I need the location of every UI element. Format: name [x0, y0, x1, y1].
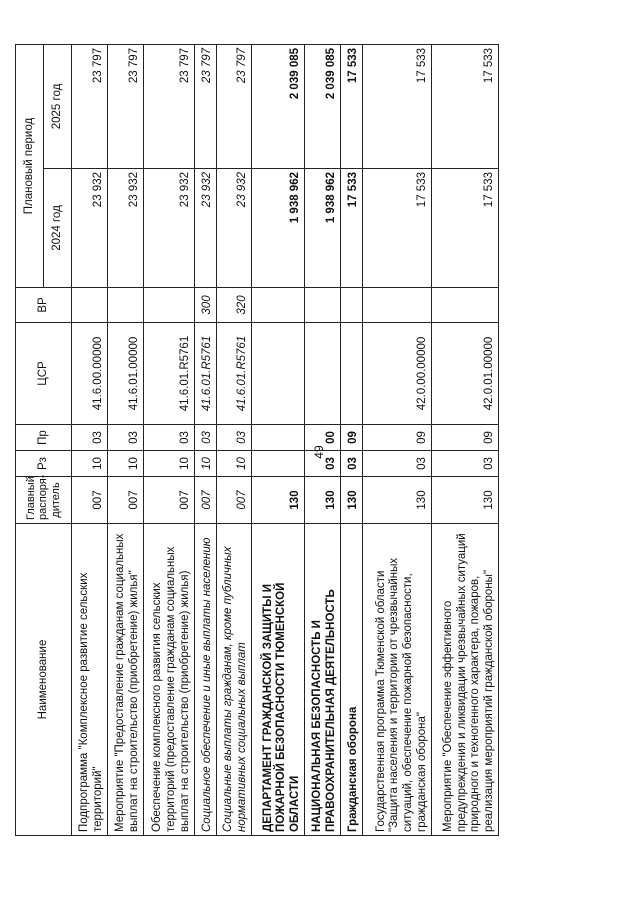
row-2025-cell: 17 533 — [431, 44, 498, 168]
row-manager-cell: 007 — [107, 477, 143, 524]
row-pr-cell — [251, 425, 304, 451]
row-vr-cell — [72, 288, 108, 323]
row-2025-cell: 2 039 085 — [251, 44, 304, 168]
table-row — [216, 44, 251, 835]
row-csr-cell — [251, 323, 304, 425]
row-pr-cell: 03 — [216, 425, 251, 451]
row-manager-cell: 130 — [340, 477, 362, 524]
header-vr: ВР — [16, 288, 72, 323]
table-body — [72, 44, 499, 835]
table-row — [340, 44, 362, 835]
table-row — [107, 44, 143, 835]
table-row — [304, 44, 340, 835]
header-csr: ЦСР — [16, 323, 72, 425]
row-vr-cell — [431, 288, 498, 323]
header-name: Наименование — [16, 524, 72, 836]
row-manager-cell: 007 — [216, 477, 251, 524]
header-manager: Главный распоря-дитель — [16, 477, 72, 524]
row-csr-cell: 41.6.01.R5761 — [216, 323, 251, 425]
row-rz-cell: 10 — [72, 451, 108, 477]
row-name-cell: НАЦИОНАЛЬНАЯ БЕЗОПАСНОСТЬ И ПРАВООХРАНИТЕЛЬНАЯ ДЕЯТЕЛЬНОСТЬ — [304, 524, 340, 836]
row-name-cell: Социальное обеспечение и иные выплаты населению — [194, 524, 216, 836]
row-rz-cell: 10 — [107, 451, 143, 477]
table-row — [143, 44, 194, 835]
row-name-cell: Мероприятие "Обеспечение эффективного предупреждения и ликвидации чрезвычайных ситуаций природного и техногенного характера, пожаров, реализация мероприятий гражданской обороны" — [431, 524, 498, 836]
row-manager-cell: 130 — [251, 477, 304, 524]
row-csr-cell: 41.6.01.R5761 — [143, 323, 194, 425]
row-pr-cell: 03 — [194, 425, 216, 451]
row-rz-cell: 03 — [340, 451, 362, 477]
row-name-cell: Подпрограмма "Комплексное развитие сельских территорий" — [72, 524, 108, 836]
row-pr-cell: 09 — [431, 425, 498, 451]
row-rz-cell: 10 — [216, 451, 251, 477]
row-csr-cell — [304, 323, 340, 425]
row-2025-cell: 17 533 — [340, 44, 362, 168]
row-rz-cell: 10 — [194, 451, 216, 477]
row-name-cell: ДЕПАРТАМЕНТ ГРАЖДАНСКОЙ ЗАЩИТЫ И ПОЖАРНОЙ БЕЗОПАСНОСТИ ТЮМЕНСКОЙ ОБЛАСТИ — [251, 524, 304, 836]
row-2025-cell: 23 797 — [72, 44, 108, 168]
row-2025-cell: 23 797 — [107, 44, 143, 168]
row-rz-cell: 03 — [362, 451, 431, 477]
row-vr-cell — [362, 288, 431, 323]
row-pr-cell: 03 — [72, 425, 108, 451]
row-2024-cell: 17 533 — [340, 169, 362, 288]
row-pr-cell: 03 — [107, 425, 143, 451]
table-row — [251, 44, 304, 835]
row-2025-cell: 23 797 — [143, 44, 194, 168]
row-name-cell: Гражданская оборона — [340, 524, 362, 836]
row-2024-cell: 23 932 — [72, 169, 108, 288]
row-manager-cell: 007 — [72, 477, 108, 524]
page-number: 49 — [312, 445, 326, 459]
row-pr-cell: 00 — [304, 425, 340, 451]
row-2025-cell: 23 797 — [216, 44, 251, 168]
row-vr-cell — [304, 288, 340, 323]
row-manager-cell: 130 — [431, 477, 498, 524]
row-rz-cell: 03 — [431, 451, 498, 477]
row-rz-cell: 03 — [304, 451, 340, 477]
row-2024-cell: 1 938 962 — [304, 169, 340, 288]
table-row — [194, 44, 216, 835]
row-vr-cell — [107, 288, 143, 323]
row-manager-cell: 007 — [143, 477, 194, 524]
row-vr-cell — [340, 288, 362, 323]
row-manager-cell: 130 — [362, 477, 431, 524]
header-rz: Рз — [16, 451, 72, 477]
row-csr-cell — [340, 323, 362, 425]
row-2024-cell: 23 932 — [143, 169, 194, 288]
row-2024-cell: 17 533 — [362, 169, 431, 288]
budget-table — [15, 44, 499, 836]
row-pr-cell: 09 — [362, 425, 431, 451]
row-manager-cell: 007 — [194, 477, 216, 524]
row-name-cell: Государственная программа Тюменской области "Защита населения и территории от чрезвычайных ситуаций, обеспечение пожарной безопасности, гражданская оборона" — [362, 524, 431, 836]
row-name-cell: Мероприятие "Предоставление гражданам социальных выплат на строительство (приобретение) жилья" — [107, 524, 143, 836]
row-2024-cell: 1 938 962 — [251, 169, 304, 288]
row-2024-cell: 23 932 — [107, 169, 143, 288]
row-2025-cell: 23 797 — [194, 44, 216, 168]
row-vr-cell — [143, 288, 194, 323]
row-rz-cell — [251, 451, 304, 477]
row-csr-cell: 42.0.00.00000 — [362, 323, 431, 425]
row-2025-cell: 17 533 — [362, 44, 431, 168]
row-pr-cell: 09 — [340, 425, 362, 451]
row-csr-cell: 41.6.00.00000 — [72, 323, 108, 425]
table-row — [362, 44, 431, 835]
row-vr-cell: 300 — [194, 288, 216, 323]
header-year-2024: 2024 год — [44, 169, 72, 288]
budget-table-rotated — [15, 45, 499, 836]
row-2024-cell: 17 533 — [431, 169, 498, 288]
row-vr-cell: 320 — [216, 288, 251, 323]
row-name-cell: Социальные выплаты гражданам, кроме публичных нормативных социальных выплат — [216, 524, 251, 836]
row-2024-cell: 23 932 — [194, 169, 216, 288]
header-planning-period: Плановый период — [16, 44, 44, 287]
row-manager-cell: 130 — [304, 477, 340, 524]
row-csr-cell: 41.6.01.R5761 — [194, 323, 216, 425]
header-pr: Пр — [16, 425, 72, 451]
row-csr-cell: 41.6.01.00000 — [107, 323, 143, 425]
table-row — [431, 44, 498, 835]
table-row — [72, 44, 108, 835]
row-csr-cell: 42.0.01.00000 — [431, 323, 498, 425]
row-name-cell: Обеспечение комплексного развития сельских территорий (предоставление гражданам социальных выплат на строительство (приобретение) жилья) — [143, 524, 194, 836]
row-rz-cell: 10 — [143, 451, 194, 477]
row-2025-cell: 2 039 085 — [304, 44, 340, 168]
row-vr-cell — [251, 288, 304, 323]
header-year-2025: 2025 год — [44, 44, 72, 168]
row-pr-cell: 03 — [143, 425, 194, 451]
row-2024-cell: 23 932 — [216, 169, 251, 288]
